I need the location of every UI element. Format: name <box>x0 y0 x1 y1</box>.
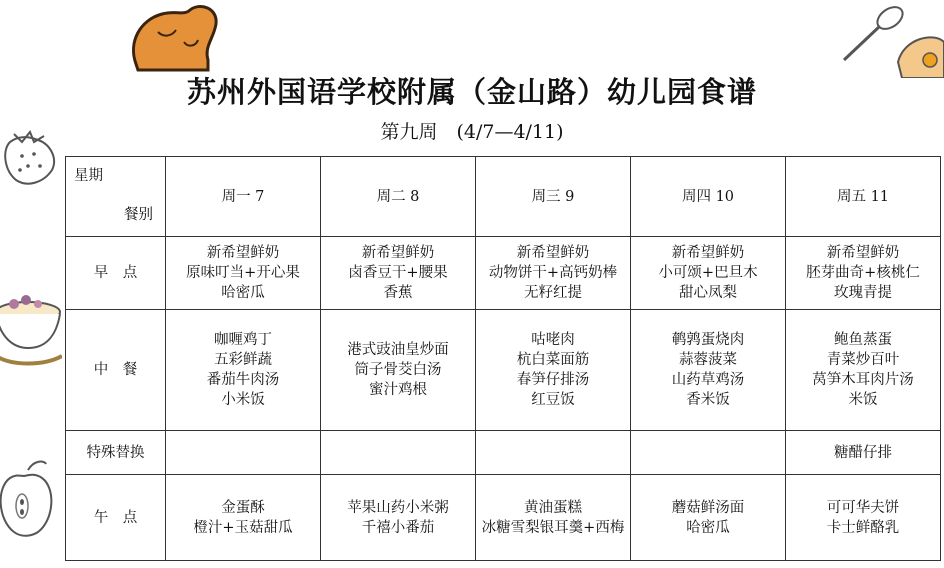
dish-name: 玫瑰青提 <box>834 285 892 301</box>
dish-name: 米饭 <box>848 392 878 408</box>
corner-meal-label: 餐别 <box>124 207 153 223</box>
dish-name: 港式豉油皇炒面 <box>347 342 449 358</box>
dish-name: 橙汁+玉菇甜瓜 <box>193 519 293 536</box>
menu-cell <box>321 310 476 431</box>
dish-name: 哈密瓜 <box>221 285 265 301</box>
dish-name: 鹌鹑蛋烧肉 <box>671 332 745 348</box>
menu-cell <box>321 431 476 475</box>
bread-illustration <box>128 2 223 72</box>
day-header: 周二 8 <box>321 157 476 237</box>
dish-name: 胚芽曲奇+核桃仁 <box>806 265 920 281</box>
dish-name: 小米饭 <box>221 392 265 408</box>
dish-name: 黄油蛋糕 <box>524 499 582 516</box>
dish-name: 卡士鲜酪乳 <box>826 519 900 536</box>
menu-cell <box>786 475 941 561</box>
menu-cell <box>786 431 941 475</box>
afternoon-row <box>66 475 941 561</box>
dish-name: 新希望鲜奶 <box>671 245 745 261</box>
menu-cell <box>631 431 786 475</box>
menu-cell <box>476 310 631 431</box>
dish-name: 鲍鱼蒸蛋 <box>834 332 892 348</box>
dish-name: 春笋仔排汤 <box>516 372 590 388</box>
menu-cell <box>321 475 476 561</box>
dish-name: 冰糖雪梨银耳羹+西梅 <box>481 519 625 536</box>
dish-name: 无籽红提 <box>524 285 582 301</box>
dish-name: 番茄牛肉汤 <box>206 372 280 388</box>
dish-name: 原味叮当+开心果 <box>186 265 300 281</box>
dish-name: 新希望鲜奶 <box>516 245 590 261</box>
dish-name: 蘑菇鲜汤面 <box>671 499 745 516</box>
dish-name: 苹果山药小米粥 <box>347 499 449 516</box>
dish-name: 咕咾肉 <box>531 332 575 348</box>
menu-cell <box>631 310 786 431</box>
dish-name: 千禧小番茄 <box>361 519 435 536</box>
dish-name: 新希望鲜奶 <box>206 245 280 261</box>
day-header: 周一 7 <box>166 157 321 237</box>
dish-name: 糖醋仔排 <box>834 444 892 461</box>
dish-name: 新希望鲜奶 <box>361 245 435 261</box>
lunch-row <box>66 310 941 431</box>
corner-cell <box>66 157 166 237</box>
menu-table <box>65 156 941 561</box>
dish-name: 筒子骨茭白汤 <box>354 362 442 378</box>
menu-cell <box>166 237 321 310</box>
menu-cell <box>166 475 321 561</box>
apple-illustration <box>0 454 58 540</box>
menu-cell <box>631 475 786 561</box>
dish-name: 香米饭 <box>686 392 730 408</box>
dish-name: 可可华夫饼 <box>826 499 900 516</box>
dish-name: 杭白菜面筋 <box>516 352 590 368</box>
dish-name: 山药草鸡汤 <box>671 372 745 388</box>
bowl-illustration <box>0 290 62 374</box>
day-header: 周四 10 <box>631 157 786 237</box>
dish-name: 五彩鲜蔬 <box>214 352 272 368</box>
spoon-plate-illustration <box>838 2 944 78</box>
menu-cell <box>786 310 941 431</box>
week-subtitle: 第九周 (4/7—4/11) <box>380 121 564 143</box>
dish-name: 甜心凤梨 <box>679 285 737 301</box>
menu-cell <box>166 431 321 475</box>
dish-name: 咖喱鸡丁 <box>214 332 272 348</box>
dish-name: 哈密瓜 <box>686 519 730 536</box>
meal-row-label: 午 点 <box>66 475 166 561</box>
menu-cell <box>321 237 476 310</box>
menu-cell <box>476 475 631 561</box>
dish-name: 蒜蓉菠菜 <box>679 352 737 368</box>
header-row <box>66 157 941 237</box>
dish-name: 小可颂+巴旦木 <box>658 265 758 281</box>
dish-name: 新希望鲜奶 <box>826 245 900 261</box>
meal-row-label: 特殊替换 <box>66 431 166 475</box>
corner-weekday-label: 星期 <box>74 168 103 184</box>
day-header: 周五 11 <box>786 157 941 237</box>
dish-name: 蜜汁鸡根 <box>369 382 427 398</box>
special-row <box>66 431 941 475</box>
breakfast-row <box>66 237 941 310</box>
dish-name: 莴笋木耳肉片汤 <box>812 372 914 388</box>
dish-name: 卤香豆干+腰果 <box>348 265 448 281</box>
menu-cell <box>786 237 941 310</box>
meal-row-label: 早 点 <box>66 237 166 310</box>
dish-name: 香蕉 <box>383 285 413 301</box>
day-header: 周三 9 <box>476 157 631 237</box>
dish-name: 动物饼干+高钙奶棒 <box>488 265 618 281</box>
page-title: 苏州外国语学校附属（金山路）幼儿园食谱 <box>186 75 757 109</box>
menu-cell <box>476 431 631 475</box>
dish-name: 青菜炒百叶 <box>826 352 900 368</box>
meal-row-label: 中 餐 <box>66 310 166 431</box>
dish-name: 红豆饭 <box>531 392 575 408</box>
menu-cell <box>631 237 786 310</box>
dish-name: 金蛋酥 <box>221 499 265 516</box>
menu-cell <box>166 310 321 431</box>
menu-cell <box>476 237 631 310</box>
